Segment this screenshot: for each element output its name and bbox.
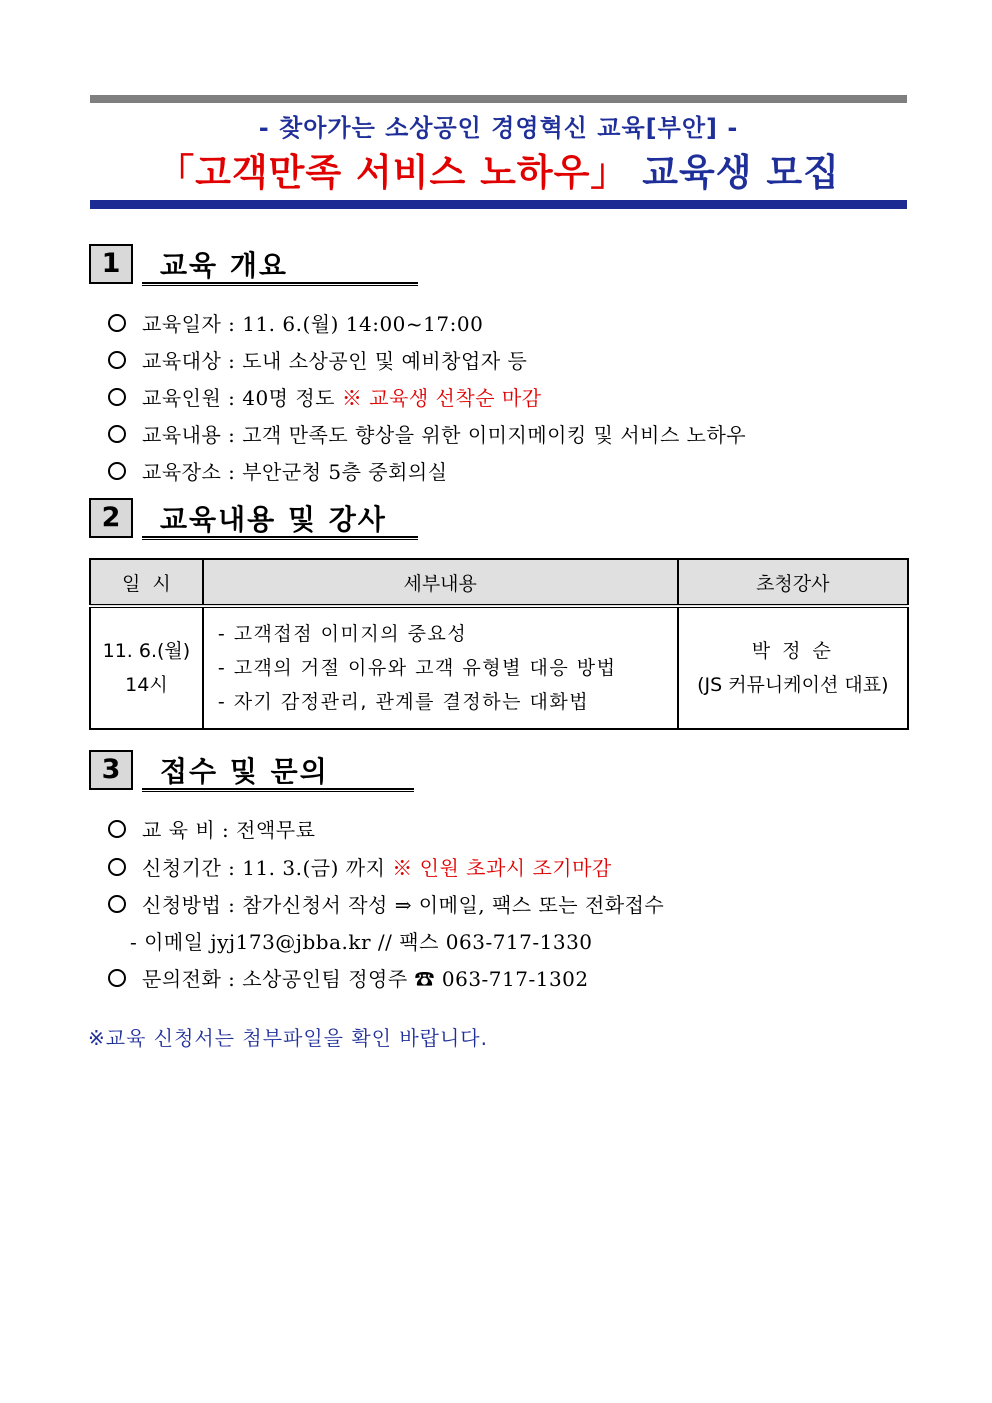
title-red-part: 「고객만족 서비스 노하우」 [157,151,629,194]
time-line: 14시 [125,674,168,696]
cell-details [203,606,678,729]
detail-item: - 자기 감정관리, 관계를 결정하는 대화법 [217,691,590,713]
apply-item-fee: 교 육 비 : 전액무료 [108,814,315,843]
detail-item: - 고객의 거절 이유와 고객 유형별 대응 방법 [217,657,617,679]
bullet-circle-icon [108,969,126,987]
date-line: 11. 6.(월) [102,640,191,662]
bullet-circle-icon [108,388,126,406]
overview-item-headcount: 교육인원 : 40명 정도 ※ 교육생 선착순 마감 [108,382,542,411]
cell-instructor [678,606,908,729]
section-1-number: 1 [89,244,133,284]
footer-note: ※교육 신청서는 첨부파일을 확인 바랍니다. [88,1026,488,1050]
schedule-table [89,558,909,730]
bullet-circle-icon [108,314,126,332]
section-3-number: 3 [89,750,133,790]
bullet-circle-icon [108,351,126,369]
overview-item-content: 교육내용 : 고객 만족도 향상을 위한 이미지메이킹 및 서비스 노하우 [108,419,746,448]
cell-datetime [90,606,203,729]
section-2-title: 교육내용 및 강사 [160,503,387,536]
apply-item-method: 신청방법 : 참가신청서 작성 ⇒ 이메일, 팩스 또는 전화접수 [108,889,664,918]
headcount-note: ※ 교육생 선착순 마감 [341,386,542,410]
doc-title [90,142,907,196]
section-3-underline [142,788,414,792]
period-note: ※ 인원 초과시 조기마감 [392,856,612,880]
section-1-title: 교육 개요 [160,249,288,282]
detail-item: - 고객접점 이미지의 중요성 [217,623,468,645]
bullet-circle-icon [108,858,126,876]
header-details: 세부내용 [203,559,678,606]
overview-item-target: 교육대상 : 도내 소상공인 및 예비창업자 등 [108,345,527,374]
header-top-bar [90,95,907,103]
apply-item-phone: 문의전화 : 소상공인팀 정영주 ☎ 063-717-1302 [108,963,589,992]
instructor-name: 박 정 순 [751,640,834,662]
apply-contact-line: - 이메일 jyj173@jbba.kr // 팩스 063-717-1330 [130,930,593,954]
overview-item-location: 교육장소 : 부안군청 5층 중회의실 [108,456,448,485]
table-header-row [90,559,908,606]
doc-subtitle: - 찾아가는 소상공인 경영혁신 교육[부안] - [258,114,739,142]
header-datetime: 일 시 [90,559,203,606]
table-row [90,606,908,729]
title-blue-part: 교육생 모집 [628,151,840,194]
bullet-circle-icon [108,425,126,443]
section-1-underline [142,282,418,286]
overview-item-date: 교육일자 : 11. 6.(월) 14:00~17:00 [108,308,483,337]
bullet-circle-icon [108,462,126,480]
bullet-circle-icon [108,895,126,913]
header-instructor: 초청강사 [678,559,908,606]
section-3-title: 접수 및 문의 [160,755,329,788]
section-2-number: 2 [89,498,133,538]
apply-item-period: 신청기간 : 11. 3.(금) 까지 ※ 인원 초과시 조기마감 [108,852,612,881]
section-2-underline [142,536,418,540]
bullet-circle-icon [108,820,126,838]
header-bottom-bar [90,200,907,209]
instructor-org: (JS 커뮤니케이션 대표) [697,674,889,696]
